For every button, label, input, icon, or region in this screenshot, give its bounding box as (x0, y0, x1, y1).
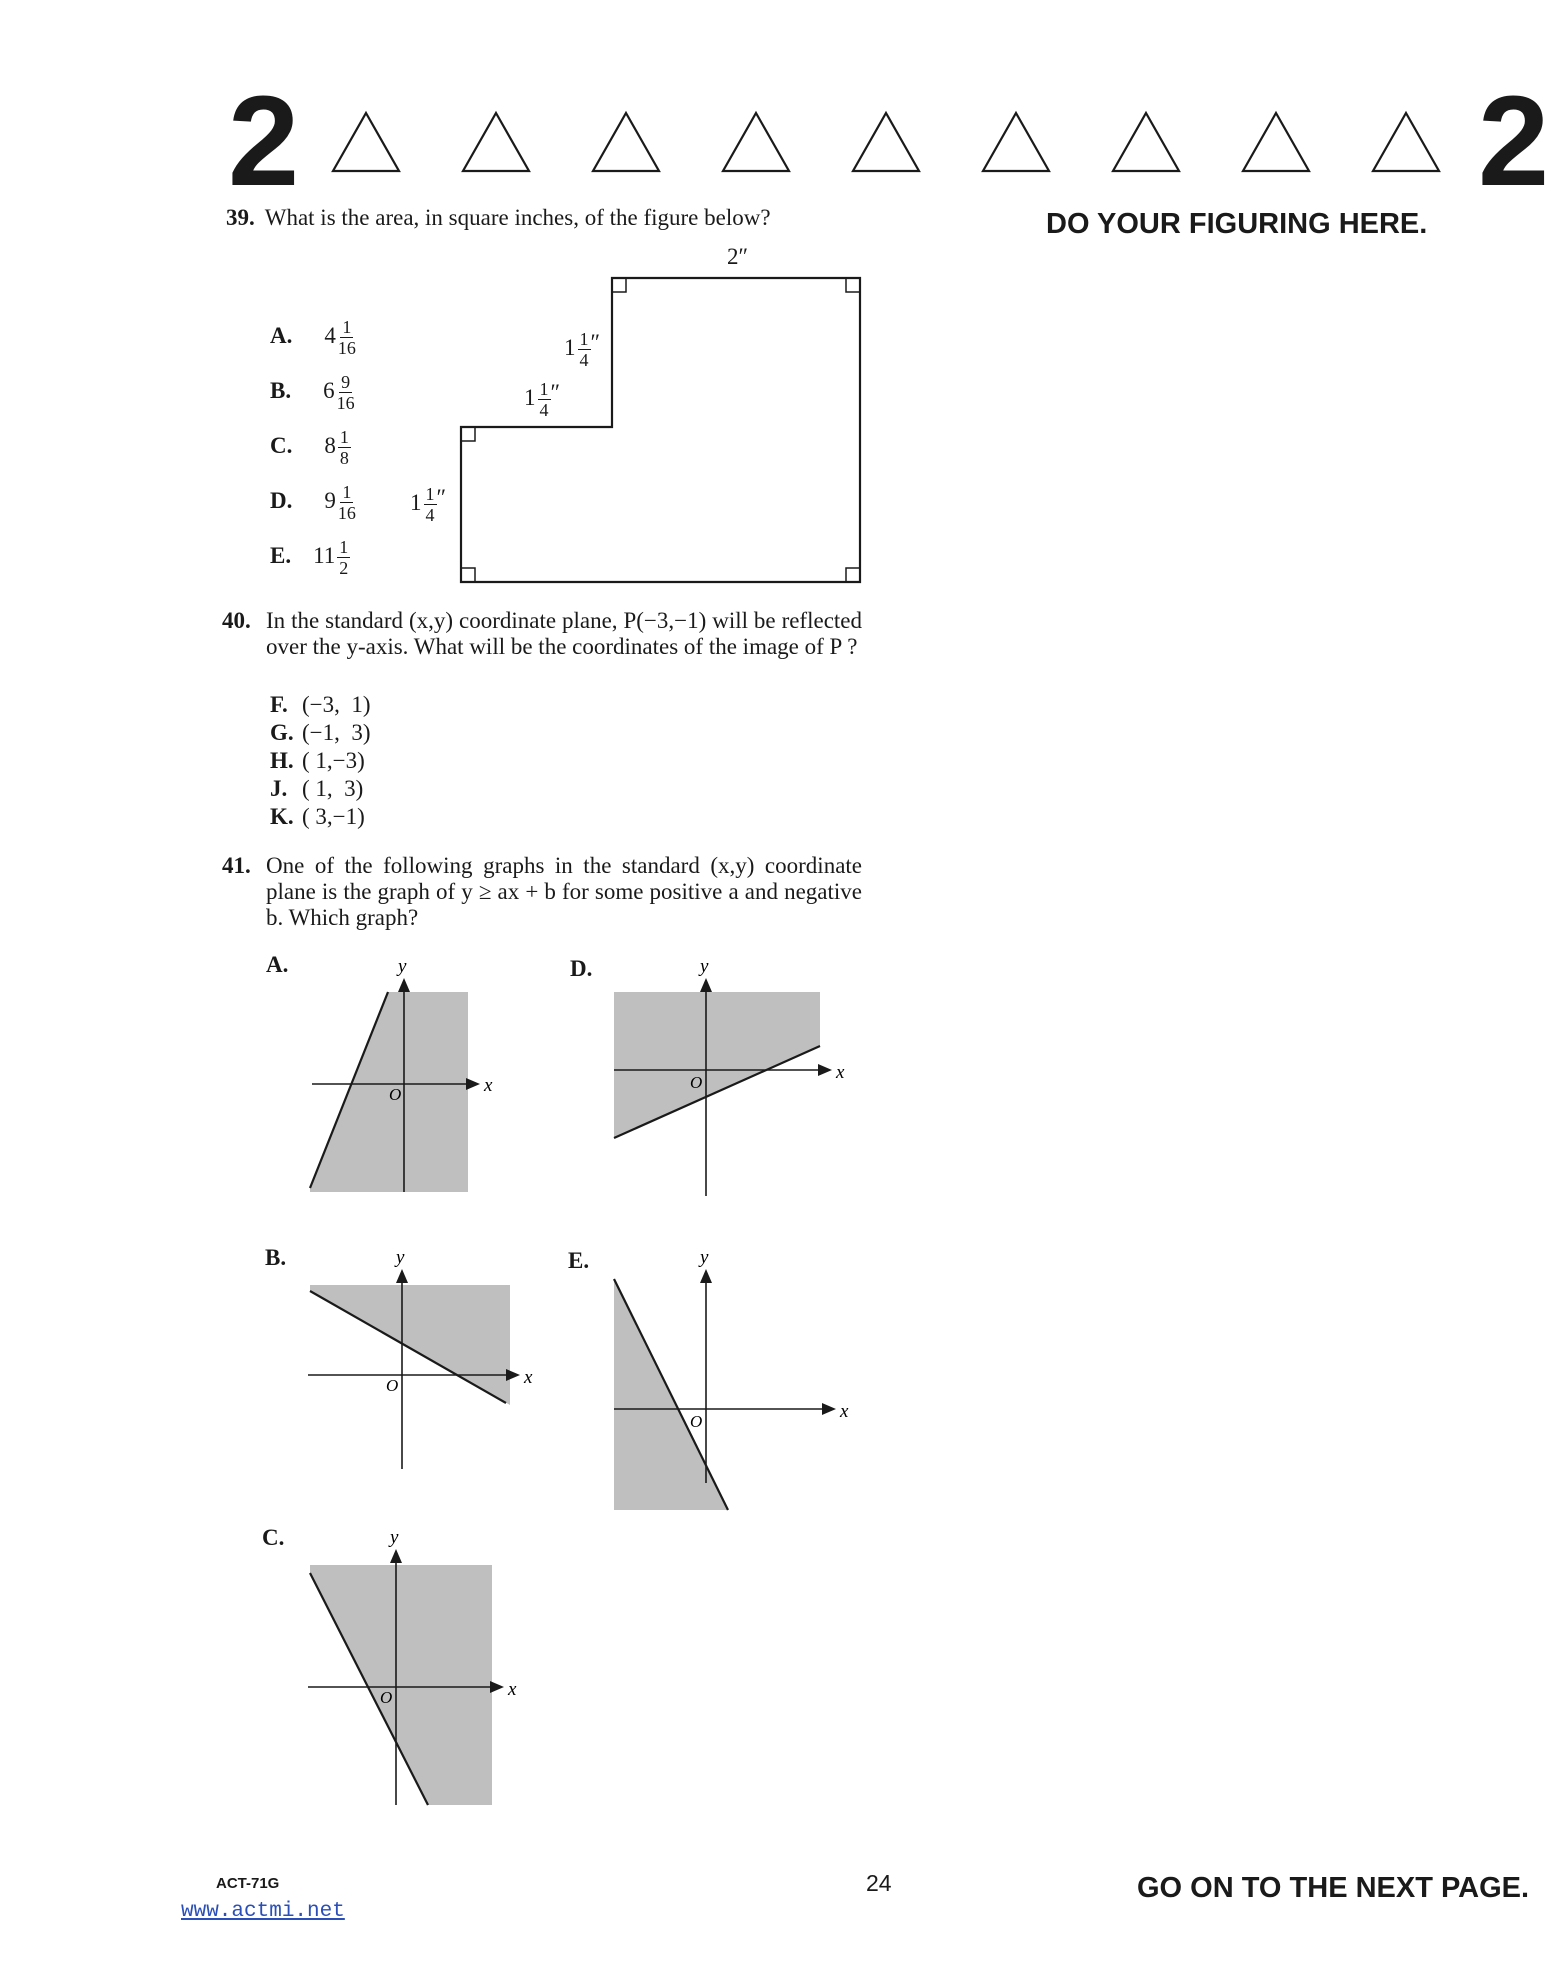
whole-part: 9 (324, 487, 336, 513)
triangle-icon (1240, 110, 1312, 174)
y-axis-arrow (396, 1269, 408, 1283)
x-axis-arrow (818, 1064, 832, 1076)
site-link[interactable]: www.actmi.net (181, 1900, 345, 1923)
right-angle-marker (846, 278, 860, 292)
question-39 (226, 205, 771, 231)
graph-e[interactable] (600, 1245, 860, 1515)
inch-mark: ″ (550, 380, 561, 405)
denominator: 2 (339, 558, 349, 578)
graph-letter-e[interactable]: E. (568, 1248, 590, 1273)
section-number-right: 2 (1478, 70, 1549, 213)
question-number: 40. (222, 608, 251, 633)
origin-label: O (690, 1073, 703, 1092)
origin-label: O (380, 1688, 393, 1707)
y-axis-arrow (390, 1549, 402, 1563)
triangle-outline (1373, 113, 1439, 171)
question-number: 41. (222, 853, 251, 878)
answer-letter: J. (270, 776, 288, 801)
numerator: 1 (339, 427, 349, 447)
numerator: 1 (342, 317, 352, 337)
answer-choice-40k[interactable] (270, 804, 371, 832)
y-axis-arrow (700, 978, 712, 992)
x-axis-arrow (490, 1681, 504, 1693)
origin-label: O (386, 1376, 399, 1395)
x-axis-arrow (466, 1078, 480, 1090)
label-middle-step (524, 380, 560, 419)
numerator: 9 (341, 372, 351, 392)
whole-part: 1 (410, 489, 422, 515)
triangle-icon (330, 110, 402, 174)
triangle-icon (980, 110, 1052, 174)
origin-label: O (389, 1085, 402, 1104)
triangle-outline (853, 113, 919, 171)
triangle-icon (1370, 110, 1442, 174)
answer-letter: K. (270, 804, 294, 829)
answer-text: (−3, 1) (302, 692, 371, 717)
y-axis-arrow (700, 1269, 712, 1283)
denominator: 4 (539, 400, 549, 420)
question-text: In the standard (x,y) coordinate plane, P(−3,−1) will be reflected over the y-axis. What will be the coordinates of the image of P ? (266, 608, 862, 659)
answer-text: ( 3,−1) (302, 804, 365, 829)
answer-text: ( 1,−3) (302, 748, 365, 773)
triangle-outline (983, 113, 1049, 171)
answer-choice-40j[interactable] (270, 776, 371, 804)
numerator: 1 (579, 329, 589, 349)
label-left-side (410, 485, 446, 524)
answer-choice-39e[interactable] (270, 538, 350, 577)
answer-letter: H. (270, 748, 294, 773)
page-number: 24 (866, 1870, 892, 1896)
answer-choice-40f[interactable] (270, 692, 371, 720)
denominator: 16 (336, 393, 355, 413)
answer-text: ( 1, 3) (302, 776, 364, 801)
numerator: 1 (339, 537, 349, 557)
graph-letter-a[interactable]: A. (266, 952, 289, 977)
label-upper-step (564, 330, 600, 369)
triangle-icon (1110, 110, 1182, 174)
y-axis-label: y (396, 1247, 405, 1268)
question-text: What is the area, in square inches, of the figure below? (264, 205, 771, 230)
triangle-icon (850, 110, 922, 174)
shaded-region (310, 1565, 492, 1805)
whole-part: 6 (323, 377, 335, 403)
graph-d[interactable] (600, 950, 860, 1200)
inch-mark: ″ (590, 330, 601, 355)
q40-answers (270, 692, 371, 832)
answer-letter: D. (270, 487, 293, 513)
y-axis-label: y (398, 956, 407, 977)
answer-letter: F. (270, 692, 288, 717)
shaded-region (614, 992, 820, 1138)
x-axis-arrow (822, 1403, 836, 1415)
graph-c[interactable] (300, 1525, 540, 1815)
graph-letter-b[interactable]: B. (265, 1245, 287, 1270)
triangle-outline (593, 113, 659, 171)
denominator: 16 (337, 338, 356, 358)
answer-letter: E. (270, 542, 292, 568)
x-axis-label: x (840, 1401, 849, 1422)
origin-label: O (690, 1412, 703, 1431)
graph-letter-c[interactable]: C. (262, 1525, 285, 1550)
answer-letter: C. (270, 432, 293, 458)
numerator: 1 (425, 484, 435, 504)
answer-choice-39a[interactable] (270, 318, 356, 357)
numerator: 1 (342, 482, 352, 502)
whole-part: 1 (564, 334, 576, 360)
triangle-icon (590, 110, 662, 174)
graph-letter-d[interactable]: D. (570, 956, 593, 981)
section-number: 2 (228, 70, 300, 213)
y-axis-arrow (398, 978, 410, 992)
answer-choice-39b[interactable] (270, 373, 355, 412)
label-top-2in: 2″ (727, 244, 749, 269)
answer-letter: A. (270, 322, 293, 348)
graph-a[interactable] (300, 950, 520, 1200)
triangle-outline (1243, 113, 1309, 171)
answer-text: (−1, 3) (302, 720, 371, 745)
graph-b[interactable] (300, 1245, 540, 1475)
next-page-notice: GO ON TO THE NEXT PAGE. (1137, 1872, 1530, 1904)
test-code: ACT-71G (216, 1875, 280, 1892)
question-number: 39. (226, 205, 255, 230)
answer-letter: G. (270, 720, 294, 745)
answer-letter: B. (270, 377, 292, 403)
triangle-icon (720, 110, 792, 174)
answer-choice-40h[interactable] (270, 748, 371, 776)
question-text: One of the following graphs in the standard (x,y) coordinate plane is the graph of y ≥ ax + b for some positive a and negative b. Which graph? (266, 853, 862, 930)
x-axis-label: x (524, 1367, 533, 1388)
figuring-label: DO YOUR FIGURING HERE. (1046, 208, 1428, 240)
triangle-outline (1113, 113, 1179, 171)
inch-mark: ″ (436, 485, 447, 510)
triangle-outline (333, 113, 399, 171)
whole-part: 11 (313, 542, 336, 568)
answer-choice-40g[interactable] (270, 720, 371, 748)
whole-part: 1 (524, 384, 536, 410)
y-axis-label: y (390, 1527, 399, 1548)
right-angle-marker (461, 427, 475, 441)
whole-part: 4 (324, 322, 336, 348)
denominator: 16 (337, 503, 356, 523)
step-shape-outline (461, 278, 860, 582)
x-axis-label: x (836, 1062, 845, 1083)
question-40 (222, 608, 862, 660)
right-angle-marker (612, 278, 626, 292)
numerator: 1 (539, 379, 549, 399)
y-axis-label: y (700, 956, 709, 977)
denominator: 8 (339, 448, 349, 468)
whole-part: 8 (324, 432, 336, 458)
triangle-icon (460, 110, 532, 174)
denominator: 4 (579, 350, 589, 370)
x-axis-label: x (508, 1679, 517, 1700)
denominator: 4 (425, 505, 435, 525)
x-axis-label: x (484, 1075, 493, 1096)
x-axis-arrow (506, 1369, 520, 1381)
answer-choice-39d[interactable] (270, 483, 356, 522)
right-angle-marker (846, 568, 860, 582)
question-41 (222, 853, 862, 931)
triangle-outline (463, 113, 529, 171)
answer-choice-39c[interactable] (270, 428, 351, 467)
y-axis-label: y (700, 1247, 709, 1268)
triangle-outline (723, 113, 789, 171)
right-angle-marker (461, 568, 475, 582)
